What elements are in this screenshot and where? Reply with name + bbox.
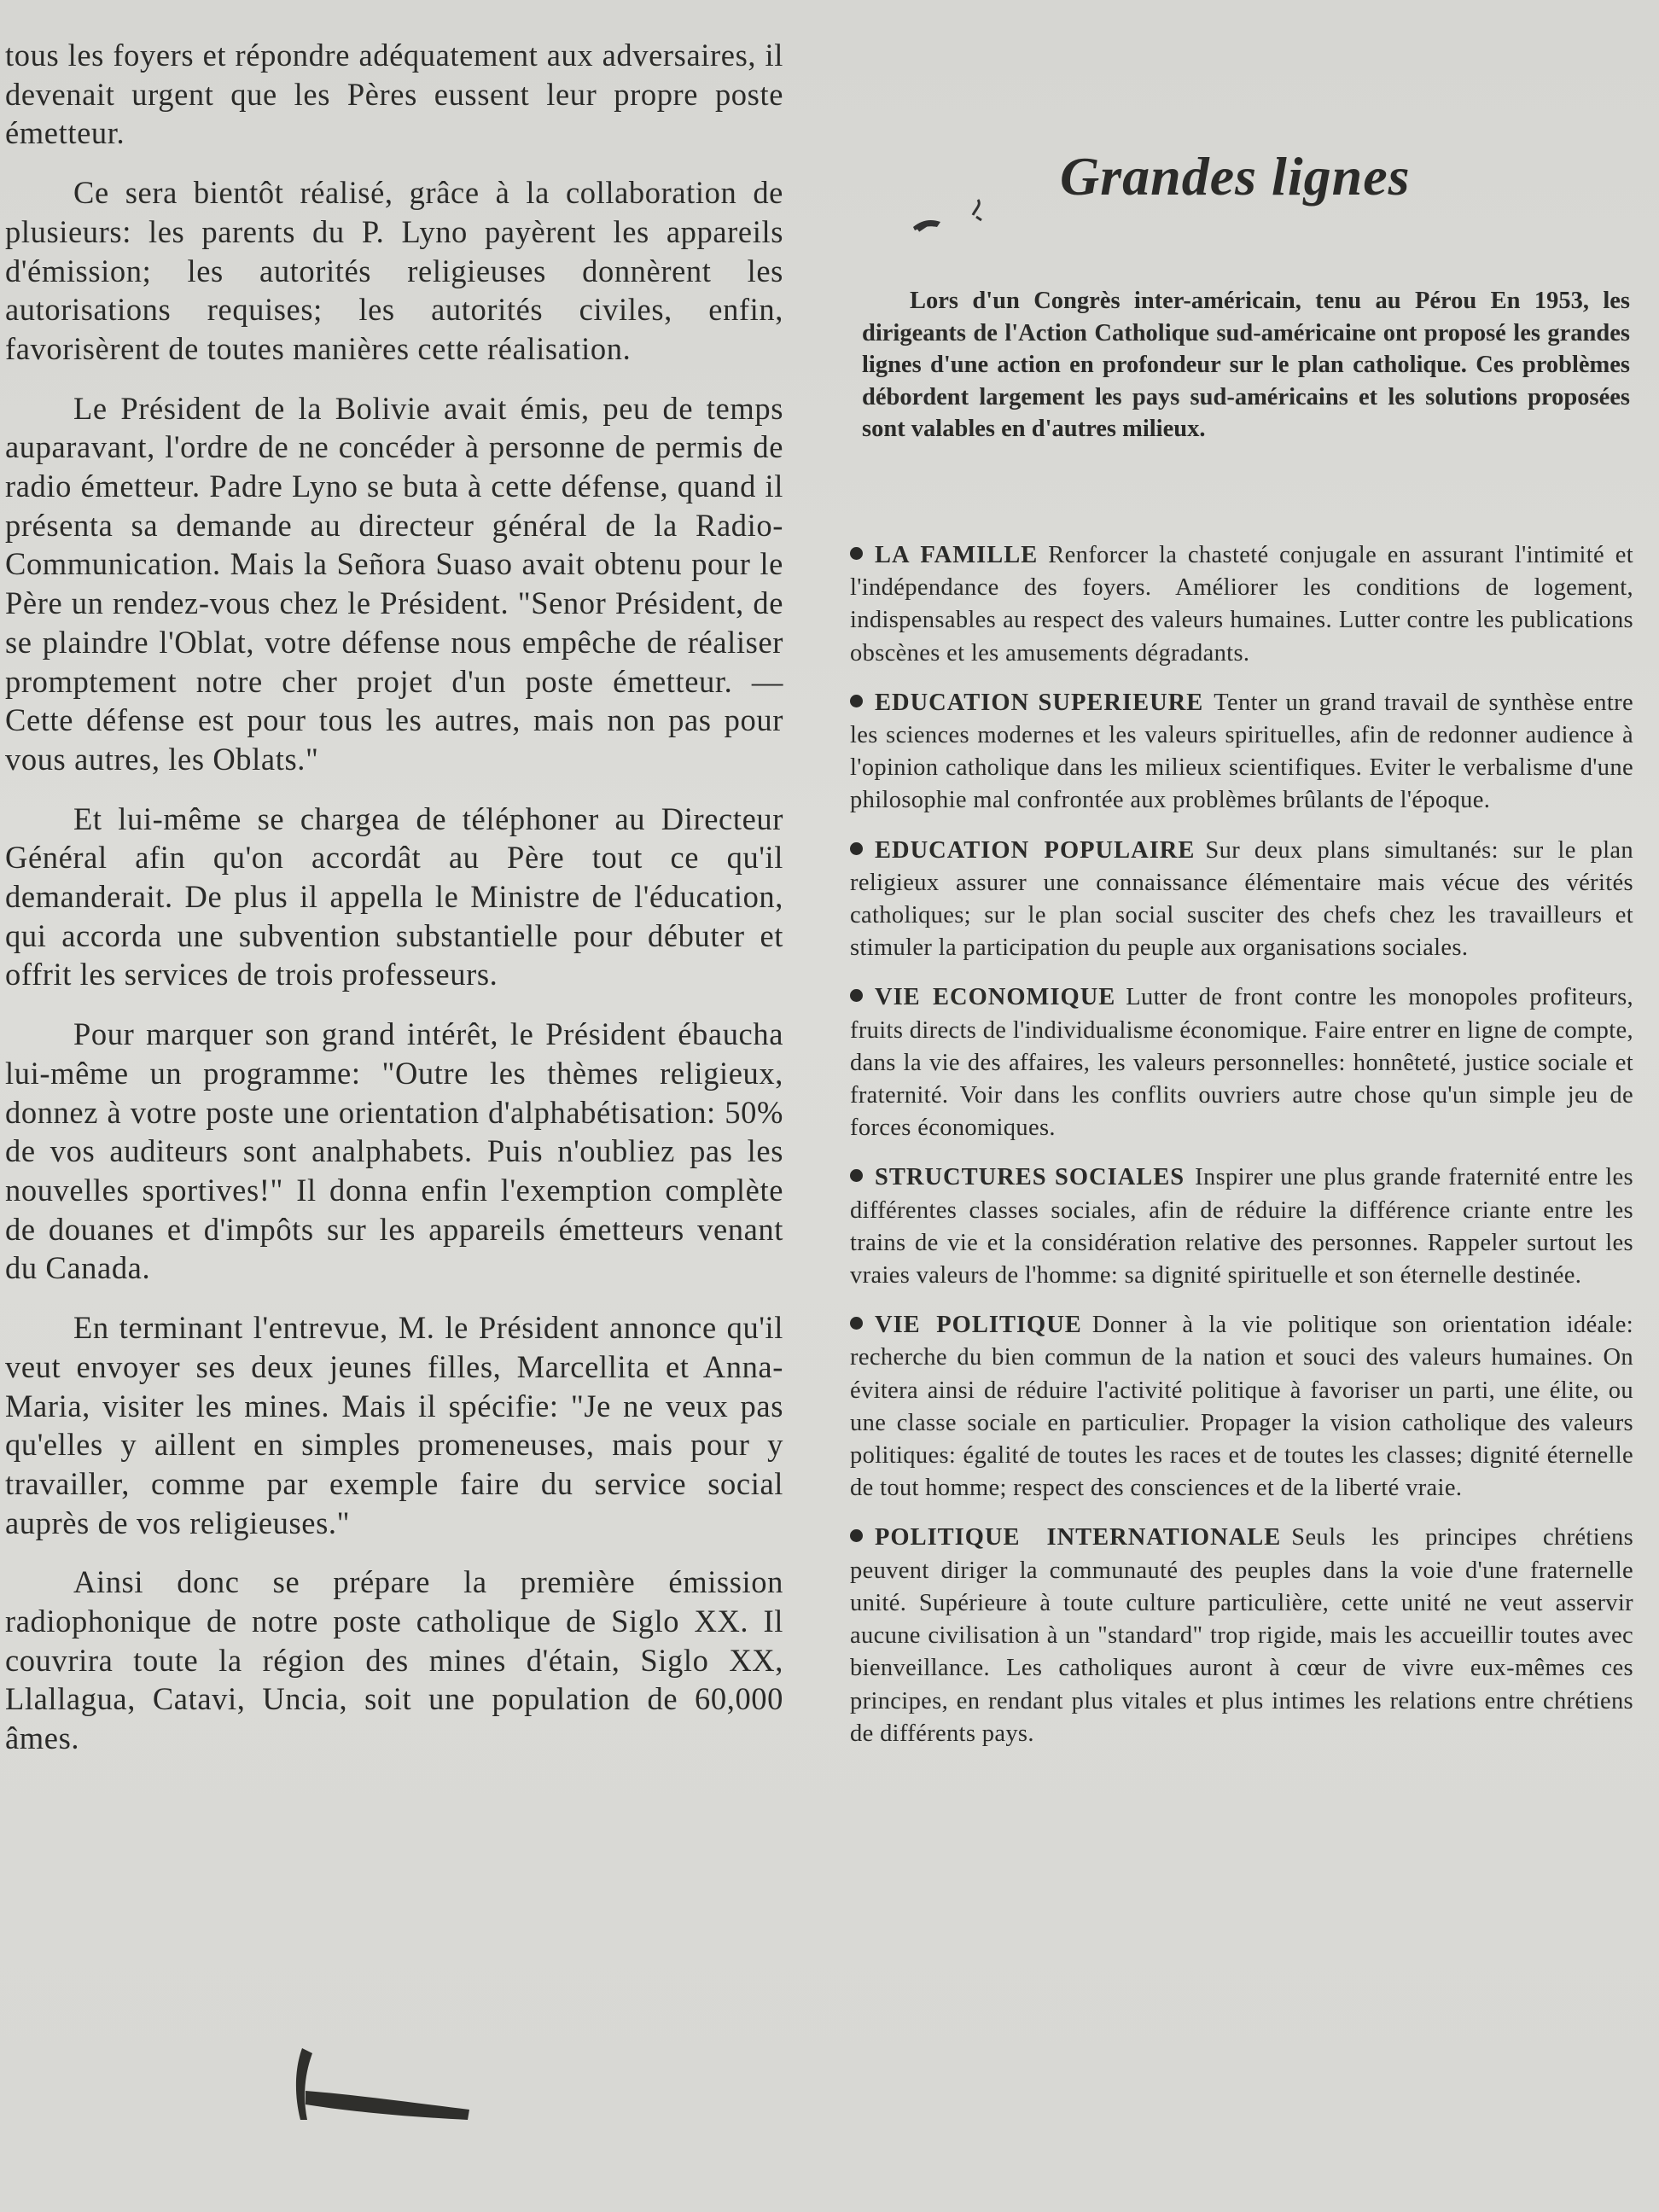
item-text: Seuls les principes chrétiens peuvent diriger la communauté des peuples dans la voie d'une fraternelle unité. Supérieure à toute culture particulière, cette unité ne veut asservir aucune civilisation à un "standard" trop rigide, mais les accueillir toutes avec bienveillance. Les catholiques auront à cœur de vivre eux-mêmes ces principes, en rendant plus vitales et plus intimes les relations entre chrétiens de différents pays. [850, 1524, 1634, 1747]
guideline-list [850, 539, 1633, 1767]
item-text: Sur deux plans simultanés: sur le plan religieux assurer une connaissance élémentaire mais vécue des vérités catholiques; sur le plan social susciter des chefs chez les travailleurs et stimuler la participation du peuple aux organisations sociales. [850, 836, 1633, 962]
list-item [850, 1309, 1633, 1505]
item-title: VIE POLITIQUE [875, 1312, 1082, 1339]
paragraph: tous les foyers et répondre adéquatement aux adversaires, il devenait urgent que les Pères eussent leur propre poste émetteur. [5, 38, 783, 151]
paragraph: Et lui-même se chargea de téléphoner au Directeur Général afin qu'on accordât au Père tout ce qu'il demanderait. De plus il appella le Ministre de l'éducation, qui accorda une subvention substantielle pour débuter et offrit les services de trois professeurs. [5, 800, 783, 992]
list-item [850, 1522, 1633, 1749]
bullet-icon [850, 1317, 863, 1330]
paragraph: En terminant l'entrevue, M. le Président annonce qu'il veut envoyer ses deux jeunes filles, Marcellita et Anna-Maria, visiter les mines. Mais il spécifie: "Je ne veux pas qu'elles y aillent en simples promeneuses, mais pour y travailler, comme par exemple faire du service social auprès de vos religieuses." [5, 1310, 783, 1540]
bullet-icon [850, 989, 863, 1002]
item-text: Donner à la vie politique son orientation idéale: recherche du bien commun de la nation et souci des valeurs humaines. On évitera ainsi de réduire l'activité politique à favoriser un parti, une élite, ou une classe sociale en particulier. Propager la vision catholique des valeurs politiques: égalité de toutes les races et de toutes les classes; dignité éternelle de tout homme; respect des consciences et de la liberté vraie. [850, 1312, 1633, 1502]
intro-paragraph: Lors d'un Congrès inter-américain, tenu au Pérou En 1953, les dirigeants de l'Action Catholique sud-américaine ont proposé les grandes lignes d'une action en profondeur sur le plan catholique. Ces problèmes débordent largement les pays sud-américains et les solutions proposées sont valables en d'autres milieux. [862, 288, 1630, 443]
item-title: LA FAMILLE [875, 542, 1039, 568]
section-heading: Grandes lignes [1060, 146, 1411, 207]
item-title: EDUCATION SUPERIEURE [875, 689, 1204, 716]
item-text: Inspirer une plus grande fraternité entre les différentes classes sociales, afin de réduire la différence criante entre les trains de vie et la considération relative des personnes. Rappeler surtout les vraies valeurs de l'homme: sa dignité spirituelle et son éternelle destinée. [850, 1164, 1634, 1289]
item-text: Lutter de front contre les monopoles profiteurs, fruits directs de l'individualisme économique. Faire entrer en ligne de compte, dans la vie des affaires, les valeurs personnelles: honnêteté, justice sociale et fraternité. Voir dans les conflits ouvriers autre chose qu'un simple jeu de forces économiques. [850, 984, 1633, 1142]
pickaxe-icon [290, 2041, 478, 2139]
bullet-icon [850, 1169, 863, 1182]
item-title: POLITIQUE INTERNATIONALE [875, 1524, 1282, 1551]
bird-scribble-icon [910, 196, 1004, 243]
bullet-icon [850, 842, 863, 855]
item-text: Tenter un grand travail de synthèse entre les sciences modernes et les valeurs spirituelles, afin de redonner audience à l'opinion catholique dans les milieux scientifiques. Eviter le verbalisme d'une philosophie mal confrontée aux problèmes brûlants de l'époque. [850, 689, 1633, 814]
paragraph: Le Président de la Bolivie avait émis, peu de temps auparavant, l'ordre de ne concéder à personne de permis de radio émetteur. Padre Lyno se buta à cette défense, quand il présenta sa demande au directeur général de la Radio-Communication. Mais la Señora Suaso avait obtenu pour le Père un rendez-vous chez le Président. "Senor Président, de se plaindre l'Oblat, votre défense nous empêche de réaliser promptement notre cher projet d'un poste émetteur. — Cette défense est pour tous les autres, mais non pas pour vous autres, les Oblats." [5, 390, 783, 777]
bullet-icon [850, 1529, 863, 1542]
bullet-icon [850, 695, 863, 707]
paragraph: Ainsi donc se prépare la première émission radiophonique de notre poste catholique de Siglo XX. Il couvrira toute la région des mines d'étain, Siglo XX, Llallagua, Catavi, Uncia, soit une population de 60,000 âmes. [5, 1564, 783, 1756]
list-item [850, 835, 1633, 965]
list-item [850, 687, 1633, 818]
bullet-icon [850, 547, 863, 560]
paragraph: Pour marquer son grand intérêt, le Président ébaucha lui-même un programme: "Outre les thèmes religieux, donnez à votre poste une orientation d'alphabétisation: 50% de vos auditeurs sont analphabets. Puis n'oubliez pas les nouvelles sportives!" Il donna enfin l'exemption complète de douanes et d'impôts sur les appareils émetteurs venant du Canada. [5, 1016, 783, 1286]
paragraph: Ce sera bientôt réalisé, grâce à la collaboration de plusieurs: les parents du P. Lyno payèrent les appareils d'émission; les autorités religieuses donnèrent les autorisations requises; les autorités civiles, enfin, favorisèrent de toutes manières cette réalisation. [5, 175, 783, 366]
left-column [5, 36, 783, 1778]
list-item [850, 1161, 1633, 1292]
item-title: EDUCATION POPULAIRE [875, 836, 1196, 864]
item-text: Renforcer la chasteté conjugale en assurant l'intimité et l'indépendance des foyers. Améliorer les conditions de logement, indispensables au respect des valeurs humaines. Lutter contre les publications obscènes et les amusements dégradants. [850, 542, 1633, 667]
list-item [850, 981, 1633, 1144]
list-item [850, 539, 1633, 670]
item-title: VIE ECONOMIQUE [875, 984, 1116, 1011]
item-title: STRUCTURES SOCIALES [875, 1164, 1185, 1191]
